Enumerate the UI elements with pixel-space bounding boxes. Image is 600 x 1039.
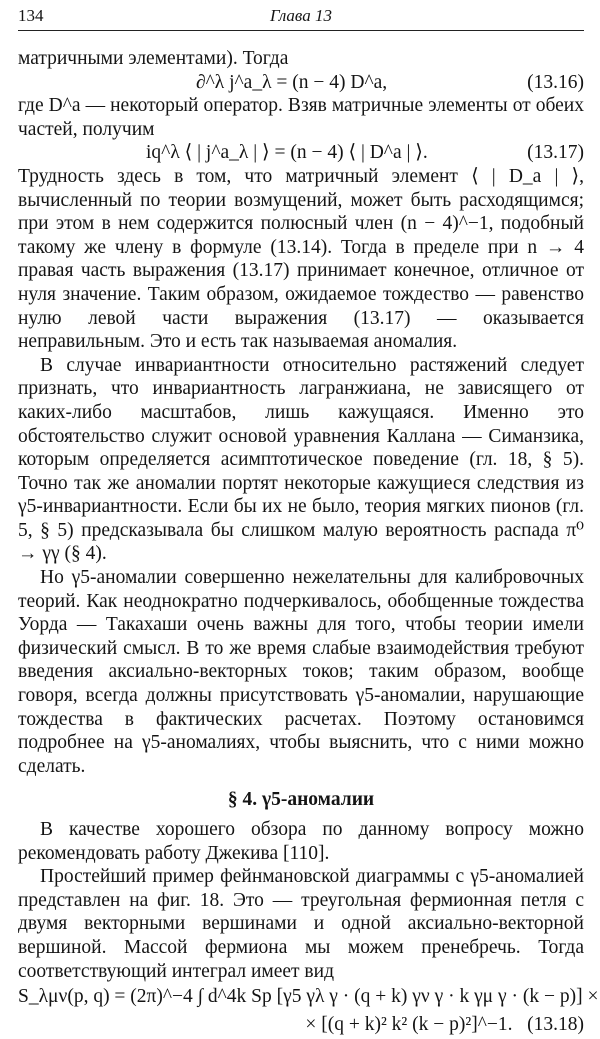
paragraph: Простейший пример фейнмановской диаграммы с γ5-аномалией представлен на фиг. 18. Это — треугольная фермионная петля с двумя векторными вершинами и одной аксиально-векторной вершиной. Массой фермиона мы можем пренебречь. Тогда соответствующий интеграл имеет вид bbox=[18, 866, 584, 982]
section-heading: § 4. γ5-аномалии bbox=[227, 789, 375, 811]
equation-13-16 bbox=[18, 71, 584, 95]
paragraph: Трудность здесь в том, что матричный элемент ⟨ | D_a | ⟩, вычисленный по теории возмущений, может быть расходящимся; при этом в нем содержится полюсный член (n − 4)^−1, подобный такому же члену в формуле (13.14). Тогда в пределе при n → 4 правая часть выражения (13.17) принимает конечное, отличное от нуля значение. Таким образом, ожидаемое тождество — равенство нулю левой части выражения (13.17) — оказывается неправильным. Это и есть так называемая аномалия. bbox=[18, 165, 584, 353]
equation-13-17 bbox=[18, 141, 584, 165]
text-line: матричными элементами). Тогда bbox=[18, 48, 289, 69]
paragraph: Но γ5-аномалии совершенно нежелательны для калибровочных теорий. Как неоднократно подчеркивалось, обобщенные тождества Уорда — Такахаши очень важны для того, чтобы теории имели физический смысл. В то же время слабые взаимодействия требуют введения аксиально-векторных токов; таким образом, вообще говоря, всегда должны присутствовать γ5-аномалии, нарушающие тождества в фактических расчетах. Поэтому остановимся подробнее на γ5-аномалиях, чтобы выяснить, что с ними можно сделать. bbox=[18, 567, 584, 777]
equation-body: iq^λ ⟨ | j^a_λ | ⟩ = (n − 4) ⟨ | D^a | ⟩. bbox=[146, 142, 428, 164]
paragraph: В случае инвариантности относительно растяжений следует признать, что инвариантность лагранжиана, не зависящего от каких-либо масштабов, лишь кажущаяся. Именно это обстоятельство служит основой уравнения Каллана — Симанзика, которым определяется асимптотическое поведение (гл. 18, § 5). Точно так же аномалии портят некоторые кажущиеся следствия из γ5-инвариантности. Если бы их не было, теория мягких пионов (гл. 5, § 5) предсказывала бы слишком малую вероятность распада π⁰ → γγ (§ 4). bbox=[18, 354, 584, 565]
equation-number: (13.16) bbox=[527, 71, 584, 93]
equation-line-2 bbox=[305, 1013, 584, 1037]
text-line: где D^a — некоторый оператор. Взяв матричные элементы от обеих частей, получим bbox=[18, 95, 584, 140]
equation-number: (13.18) bbox=[527, 1014, 584, 1036]
equation-number: (13.17) bbox=[527, 142, 584, 164]
equation-13-18 bbox=[18, 985, 599, 1039]
equation-body: × [(q + k)² k² (k − p)²]^−1. bbox=[305, 1014, 513, 1036]
running-header bbox=[18, 4, 584, 31]
page-number: 134 bbox=[18, 6, 44, 25]
paragraph: В качестве хорошего обзора по данному вопросу можно рекомендовать работу Джекива [110]. bbox=[18, 819, 584, 864]
chapter-title: Глава 13 bbox=[270, 6, 332, 25]
equation-body: ∂^λ j^a_λ = (n − 4) D^a, bbox=[196, 71, 388, 93]
equation-line-1: S_λμν(p, q) = (2π)^−4 ∫ d^4k Sp [γ5 γλ γ · (q + k) γν γ · k γμ γ · (k − p)] × bbox=[18, 986, 599, 1008]
